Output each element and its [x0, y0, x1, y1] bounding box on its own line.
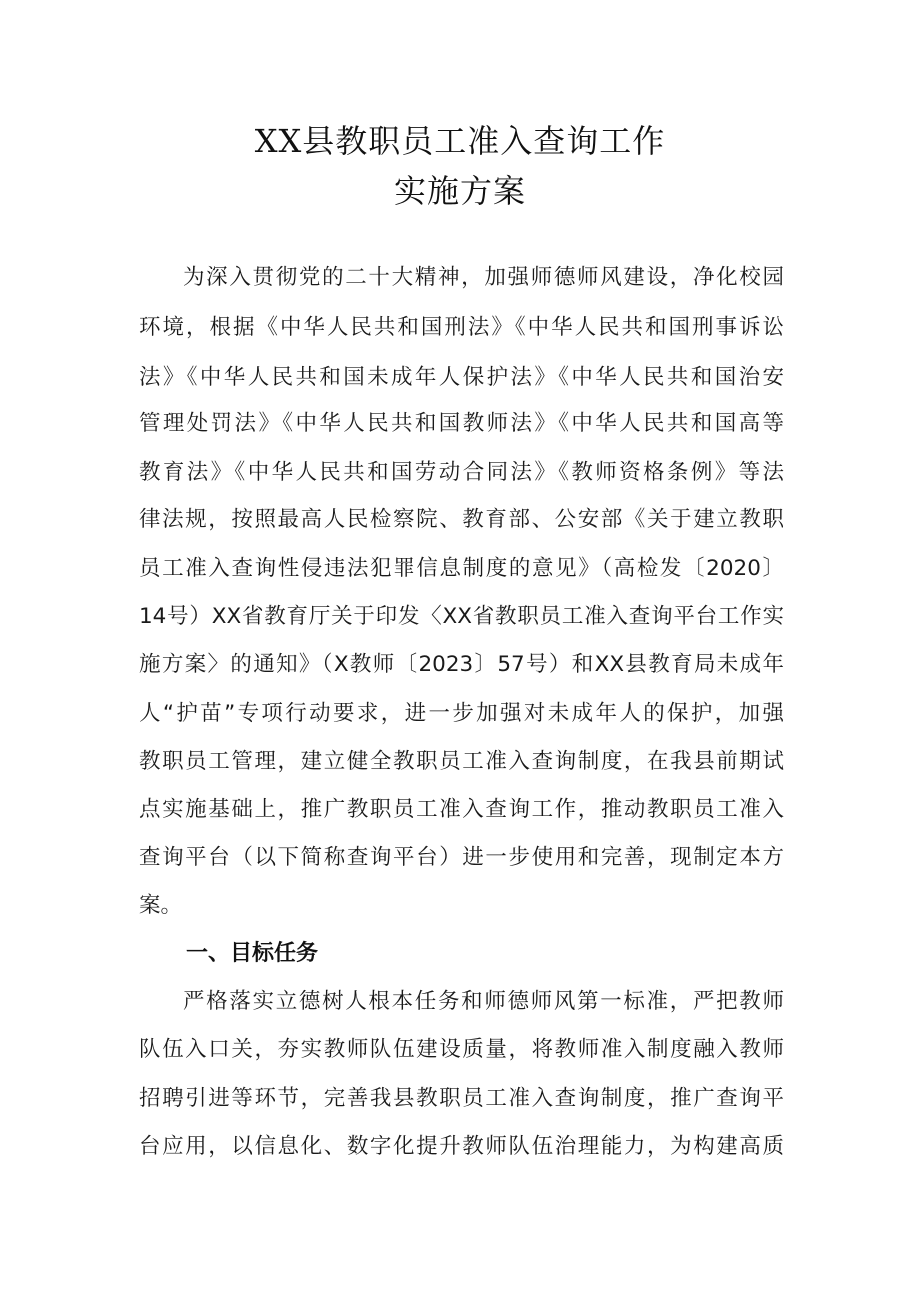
- intro-paragraph-line: 查询平台（以下简称查询平台）进一步使用和完善，现制定本方: [139, 845, 784, 870]
- section1-paragraph-line: 队伍入口关，夯实教师队伍建设质量，将教师准入制度融入教师: [139, 1037, 784, 1062]
- intro-paragraph-line: 施方案〉的通知》（X教师〔2023〕57号）和XX县教育局未成年: [139, 652, 784, 677]
- section-heading-objectives: 一、目标任务: [186, 941, 319, 966]
- intro-paragraph-line: 管理处罚法》《中华人民共和国教师法》《中华人民共和国高等: [139, 411, 784, 436]
- intro-paragraph-line: 案。: [139, 893, 183, 918]
- section1-paragraph-line: 严格落实立德树人根本任务和师德师风第一标准，严把教师: [183, 989, 784, 1014]
- intro-paragraph-line: 员工准入查询性侵违法犯罪信息制度的意见》（高检发〔2020〕: [139, 556, 784, 581]
- intro-paragraph-line: 点实施基础上，推广教职员工准入查询工作，推动教职员工准入: [139, 797, 784, 822]
- intro-paragraph-line: 为深入贯彻党的二十大精神，加强师德师风建设，净化校园: [183, 265, 784, 290]
- intro-paragraph-line: 教职员工管理，建立健全教职员工准入查询制度，在我县前期试: [139, 749, 784, 774]
- document-title-line-2: 实施方案: [393, 172, 526, 210]
- intro-paragraph-line: 教育法》《中华人民共和国劳动合同法》《教师资格条例》等法: [139, 460, 784, 485]
- intro-paragraph-line: 人“护苗”专项行动要求，进一步加强对未成年人的保护，加强: [139, 701, 784, 726]
- intro-paragraph-line: 14号）XX省教育厅关于印发〈XX省教职员工准入查询平台工作实: [139, 604, 784, 629]
- document-title-line-1: XX县教职员工准入查询工作: [254, 122, 666, 160]
- section1-paragraph-line: 招聘引进等环节，完善我县教职员工准入查询制度，推广查询平: [139, 1086, 784, 1111]
- intro-paragraph-line: 环境，根据《中华人民共和国刑法》《中华人民共和国刑事诉讼: [139, 315, 784, 340]
- section1-paragraph-line: 台应用，以信息化、数字化提升教师队伍治理能力，为构建高质: [139, 1134, 784, 1159]
- intro-paragraph-line: 法》《中华人民共和国未成年人保护法》《中华人民共和国治安: [139, 365, 784, 390]
- intro-paragraph-line: 律法规，按照最高人民检察院、教育部、公安部《关于建立教职: [139, 507, 784, 532]
